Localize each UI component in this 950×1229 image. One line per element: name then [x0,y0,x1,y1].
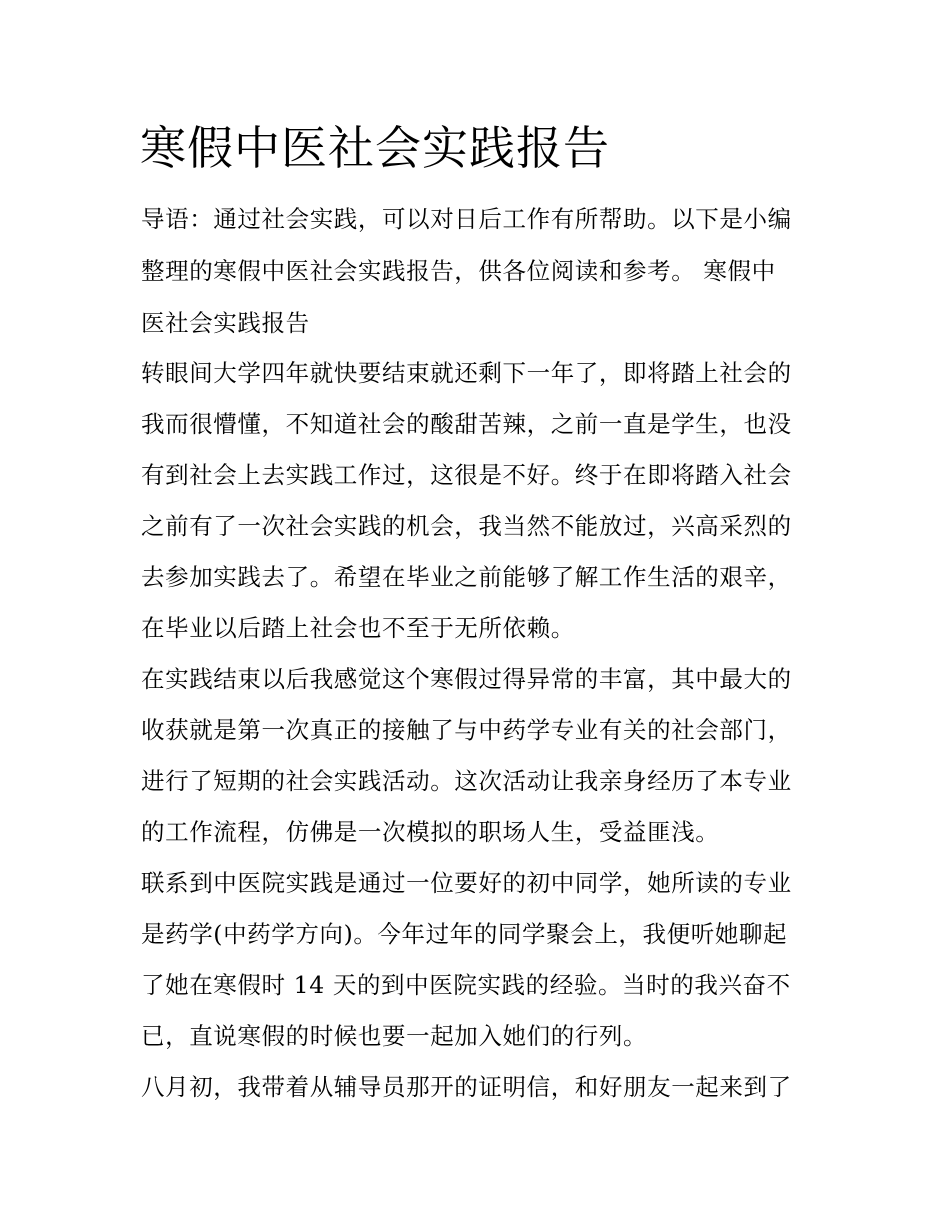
text-line: 之前有了一次社会实践的机会，我当然不能放过，兴高采烈的 [141,512,792,540]
text-line: 转眼间大学四年就快要结束就还剩下一年了，即将踏上社会的 [141,359,792,387]
text-line: 收获就是第一次真正的接触了与中药学专业有关的社会部门， [141,716,792,744]
text-line: 医社会实践报告 [141,309,310,337]
text-line: 是药学(中药学方向)。今年过年的同学聚会上，我便听她聊起 [141,920,788,948]
text-line: 进行了短期的社会实践活动。这次活动让我亲身经历了本专业 [141,767,792,795]
text-line: 了她在寒假时 14 天的到中医院实践的经验。当时的我兴奋不 [141,971,791,999]
text-line: 导语：通过社会实践，可以对日后工作有所帮助。以下是小编 [141,205,792,233]
text-line: 联系到中医院实践是通过一位要好的初中同学，她所读的专业 [141,869,792,897]
text-line: 去参加实践去了。希望在毕业之前能够了解工作生活的艰辛， [141,563,792,591]
text-line: 八月初，我带着从辅导员那开的证明信，和好朋友一起来到了 [141,1073,792,1101]
text-line: 有到社会上去实践工作过，这很是不好。终于在即将踏入社会 [141,461,792,489]
text-line: 的工作流程，仿佛是一次模拟的职场人生，受益匪浅。 [141,818,720,846]
text-line: 在毕业以后踏上社会也不至于无所依赖。 [141,614,575,642]
text-line: 在实践结束以后我感觉这个寒假过得异常的丰富，其中最大的 [141,665,792,693]
text-line: 已，直说寒假的时候也要一起加入她们的行列。 [141,1022,648,1050]
text-line: 我而很懵懂，不知道社会的酸甜苦辣，之前一直是学生，也没 [141,410,792,438]
document-title: 寒假中医社会实践报告 [140,121,610,175]
text-line: 整理的寒假中医社会实践报告，供各位阅读和参考。 寒假中 [141,257,776,285]
